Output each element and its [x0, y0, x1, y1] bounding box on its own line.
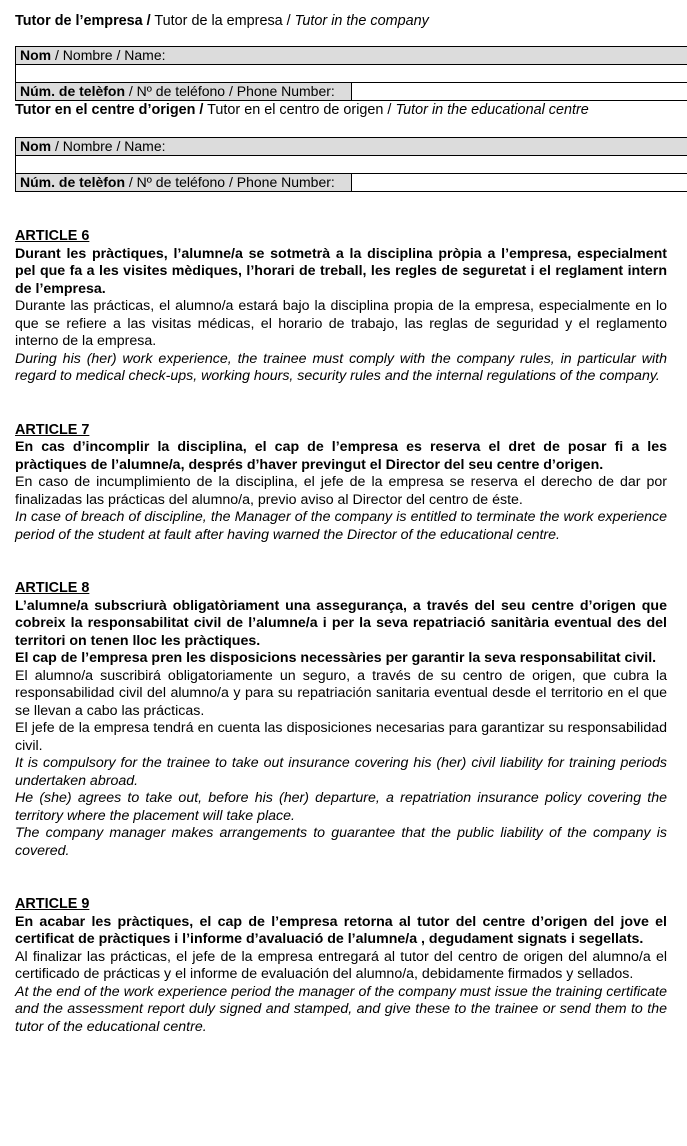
article-text-es: En caso de incumplimiento de la disciplina, el jefe de la empresa se reserva el derecho de dar por finalizadas las prácticas del alumno/a, previo aviso al Director del centro de éste.	[15, 474, 667, 508]
title-en: Tutor in the educational centre	[395, 102, 589, 118]
name-field[interactable]	[16, 156, 687, 174]
phone-label-ca: Núm. de telèfon	[20, 83, 126, 99]
name-field[interactable]	[16, 65, 687, 83]
phone-field[interactable]	[352, 83, 687, 101]
name-label-cell	[16, 138, 687, 156]
article-text-ca-2: El cap de l’empresa pren les disposicions necessàries per garantir la seva responsabilitat civil.	[15, 650, 657, 666]
title-es: Tutor de la empresa /	[150, 13, 295, 29]
article-text-en: During his (her) work experience, the trainee must comply with the company rules, in particular with regard to medical check-ups, working hours, security rules and the internal regulations of the company.	[15, 350, 667, 384]
article-text-ca: Durant les pràctiques, l’alumne/a se sotmetrà a la disciplina pròpia a l’empresa, especialment pel que fa a les visites mèdiques, l’horari de treball, les regles de seguretat i el reglament intern de l’empresa.	[15, 245, 667, 297]
article-text-es: Durante las prácticas, el alumno/a estará bajo la disciplina propia de la empresa, especialmente en lo que se refiere a las visitas médicas, el horario de trabajo, las reglas de seguridad y el reglamento interno de la empresa.	[15, 298, 667, 349]
document-page	[15, 12, 667, 1036]
tutor-school-form	[15, 137, 687, 192]
article-heading: ARTICLE 6	[15, 228, 90, 244]
name-label-cell	[16, 47, 687, 65]
title-ca: Tutor en el centre d’origen /	[15, 102, 204, 118]
name-label-ca: Nom	[20, 47, 52, 63]
title-es: Tutor en el centro de origen /	[203, 102, 396, 118]
tutor-school-title	[15, 101, 667, 120]
phone-label-rest: / Nº de teléfono / Phone Number:	[125, 174, 335, 190]
article-heading: ARTICLE 9	[15, 896, 90, 912]
tutor-company-form	[15, 46, 687, 101]
article-text-en-3: The company manager makes arrangements to guarantee that the public liability of the company is covered.	[15, 825, 667, 859]
article-text-en: It is compulsory for the trainee to take out insurance covering his (her) civil liability for training periods undertaken abroad.	[15, 755, 667, 789]
article-text-ca: En acabar les pràctiques, el cap de l’empresa retorna al tutor del centre d’origen del jove el certificat de pràctiques i l’informe d’avaluació de l’alumne/a , degudament signats i segellats.	[15, 913, 667, 947]
tutor-company-title	[15, 12, 667, 31]
title-en: Tutor in the company	[294, 13, 429, 29]
article-text-en-2: He (she) agrees to take out, before his (her) departure, a repatriation insurance policy covering the territory where the placement will take place.	[15, 790, 667, 824]
article-text-es: El alumno/a suscribirá obligatoriamente un seguro, a través de su centro de origen, que cubra la responsabilidad civil del alumno/a y para su repatriación sanitaria eventual desde el territorio en el que se llevan a cabo las prácticas.	[15, 667, 667, 719]
phone-label-cell	[16, 83, 352, 101]
phone-label-cell	[16, 174, 352, 192]
article-text-en: At the end of the work experience period the manager of the company must issue the training certificate and the assessment report duly signed and stamped, and give these to the trainee or send them to the tutor of the educational centre.	[15, 983, 667, 1035]
phone-label-rest: / Nº de teléfono / Phone Number:	[125, 83, 335, 99]
name-label-rest: / Nombre / Name:	[51, 47, 166, 63]
name-label-ca: Nom	[20, 138, 52, 154]
article-9	[15, 896, 667, 1036]
article-text-es: Al finalizar las prácticas, el jefe de la empresa entregará al tutor del centro de origen del alumno/a el certificado de prácticas y el informe de evaluación del alumno/a, debidamente firmados y sellados.	[15, 948, 667, 982]
article-text-ca: En cas d’incomplir la disciplina, el cap de l’empresa es reserva el dret de posar fi a les pràctiques de l’alumne/a, després d’haver previngut el Director del seu centre d’origen.	[15, 439, 667, 473]
article-heading: ARTICLE 8	[15, 580, 90, 596]
article-7	[15, 422, 667, 545]
article-heading: ARTICLE 7	[15, 421, 90, 438]
name-label-rest: / Nombre / Name:	[51, 138, 166, 154]
article-text-en: In case of breach of discipline, the Manager of the company is entitled to terminate the work experience period of the student at fault after having warned the Director of the educational centre.	[15, 509, 667, 543]
article-6	[15, 228, 667, 386]
phone-label-ca: Núm. de telèfon	[20, 174, 126, 190]
phone-field[interactable]	[352, 174, 687, 192]
article-8	[15, 580, 667, 860]
article-text-ca: L’alumne/a subscriurà obligatòriament una assegurança, a través del seu centre d’origen que cobreix la responsabilitat civil de l’alumne/a i per la seva repatriació sanitària eventual des del territori on tenen lloc les pràctiques.	[15, 597, 667, 649]
title-ca: Tutor de l’empresa /	[15, 13, 151, 29]
article-text-es-2: El jefe de la empresa tendrá en cuenta las disposiciones necesarias para garantizar su responsabilidad civil.	[15, 720, 667, 754]
